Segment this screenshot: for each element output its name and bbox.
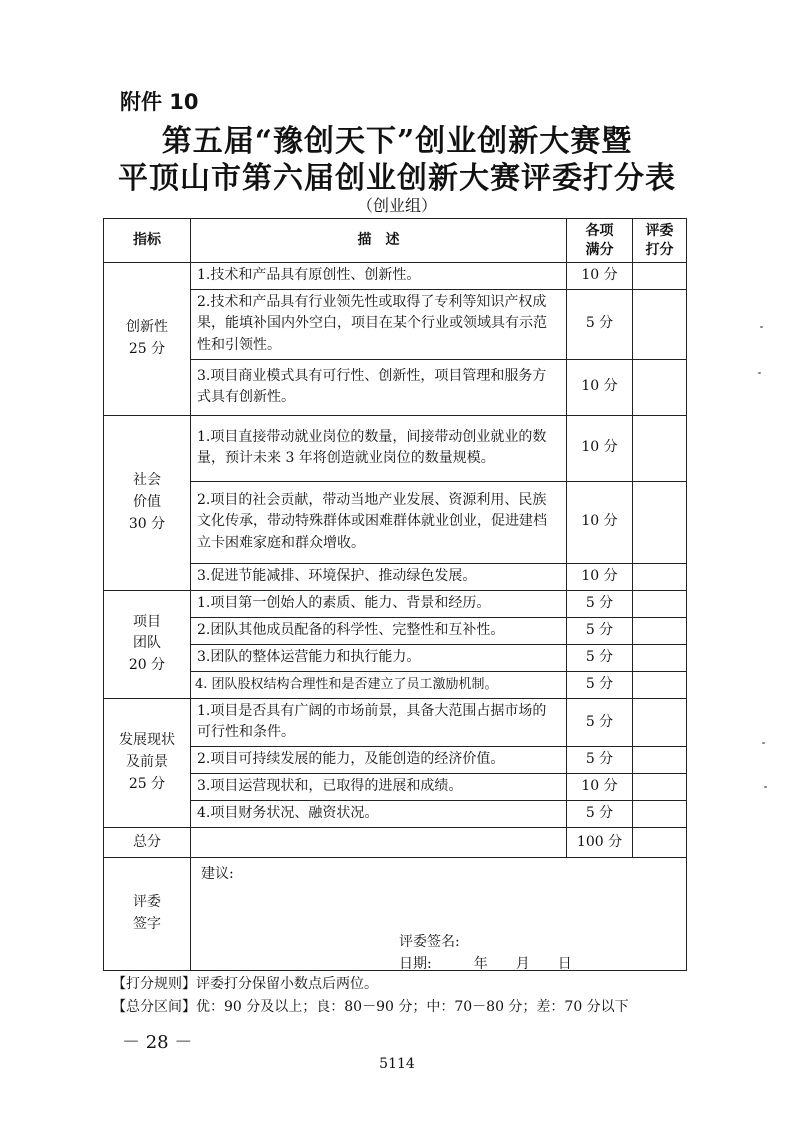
criterion-full-score: 5 分 <box>567 289 633 359</box>
title-line-1: 第五届“豫创天下”创业创新大赛暨 <box>161 124 633 159</box>
criterion-full-score: 5 分 <box>567 747 633 774</box>
header-description: 描 述 <box>191 219 567 263</box>
criterion-full-score: 10 分 <box>567 415 633 481</box>
header-judge-score: 评委 打分 <box>633 219 687 263</box>
criterion-full-score: 5 分 <box>567 617 633 644</box>
criterion-full-score: 5 分 <box>567 590 633 617</box>
criterion-text: 3.促进节能减排、环境保护、推动绿色发展。 <box>191 563 567 590</box>
header-indicator: 指标 <box>104 219 191 263</box>
scan-speck <box>762 742 765 744</box>
criterion-full-score: 10 分 <box>567 263 633 290</box>
table-row <box>104 698 687 746</box>
table-row <box>104 563 687 590</box>
criterion-text: 1.技术和产品具有原创性、创新性。 <box>191 263 567 290</box>
criterion-text: 4.项目财务状况、融资状况。 <box>191 801 567 828</box>
scan-speck <box>758 372 761 374</box>
suggestion-area[interactable] <box>191 858 687 971</box>
criterion-full-score: 10 分 <box>567 774 633 801</box>
header-full-score: 各项 满分 <box>567 219 633 263</box>
criterion-text: 4. 团队股权结构合理性和是否建立了员工激励机制。 <box>191 671 567 698</box>
judge-score-cell[interactable] <box>633 263 687 290</box>
table-row <box>104 644 687 671</box>
scan-speck <box>764 786 767 788</box>
judge-score-cell[interactable] <box>633 481 687 563</box>
table-row <box>104 263 687 290</box>
judge-score-cell[interactable] <box>633 590 687 617</box>
score-table <box>103 218 687 971</box>
date-label: 日期: 年 月 日 <box>399 956 572 973</box>
judge-score-cell[interactable] <box>633 671 687 698</box>
judge-score-cell[interactable] <box>633 415 687 481</box>
criterion-text: 2.项目的社会贡献，带动当地产业发展、资源利用、民族文化传承，带动特殊群体或困难群体就业创业，促进建档立卡困难家庭和群众增收。 <box>191 481 567 563</box>
table-row <box>104 617 687 644</box>
attachment-label: 附件 10 <box>120 90 199 114</box>
criterion-text: 1.项目是否具有广阔的市场前景，具备大范围占据市场的可行性和条件。 <box>191 698 567 746</box>
suggestion-label: 建议: <box>201 866 234 883</box>
judge-score-cell[interactable] <box>633 359 687 415</box>
criterion-full-score: 5 分 <box>567 671 633 698</box>
judge-row <box>104 858 687 971</box>
category-social-value: 社会 价值 30 分 <box>104 415 191 590</box>
scoring-rules: 【打分规则】评委打分保留小数点后两位。 <box>112 976 378 992</box>
criterion-text: 2.团队其他成员配备的科学性、完整性和互补性。 <box>191 617 567 644</box>
judge-score-cell[interactable] <box>633 644 687 671</box>
criterion-full-score: 10 分 <box>567 481 633 563</box>
criterion-full-score: 5 分 <box>567 644 633 671</box>
criterion-full-score: 5 分 <box>567 801 633 828</box>
score-ranges: 【总分区间】优：90 分及以上；良：80－90 分；中：70－80 分；差：70 分以下 <box>112 999 629 1015</box>
criterion-text: 3.团队的整体运营能力和执行能力。 <box>191 644 567 671</box>
table-row <box>104 774 687 801</box>
judge-signature-label: 评委签名: <box>399 934 460 951</box>
table-row <box>104 801 687 828</box>
table-row <box>104 359 687 415</box>
criterion-full-score: 10 分 <box>567 563 633 590</box>
judge-score-cell[interactable] <box>633 801 687 828</box>
criterion-full-score: 5 分 <box>567 698 633 746</box>
document-code: 5114 <box>379 1056 415 1072</box>
judge-score-cell[interactable] <box>633 617 687 644</box>
judge-sign-label: 评委 签字 <box>104 858 191 971</box>
criterion-full-score: 10 分 <box>567 359 633 415</box>
judge-score-cell[interactable] <box>633 563 687 590</box>
title-line-2: 平顶山市第六届创业创新大赛评委打分表 <box>118 161 676 196</box>
total-row <box>104 828 687 858</box>
criterion-text: 2.技术和产品具有行业领先性或取得了专利等知识产权成果，能填补国内外空白，项目在某个行业或领域具有示范性和引领性。 <box>191 289 567 359</box>
page-number: － 28 － <box>122 1032 193 1053</box>
criterion-text: 1.项目第一创始人的素质、能力、背景和经历。 <box>191 590 567 617</box>
table-row <box>104 289 687 359</box>
table-row <box>104 671 687 698</box>
subtitle: （创业组） <box>356 196 437 215</box>
table-row <box>104 747 687 774</box>
table-row <box>104 415 687 481</box>
criterion-text: 3.项目商业模式具有可行性、创新性，项目管理和服务方式具有创新性。 <box>191 359 567 415</box>
total-judge-score-cell[interactable] <box>633 828 687 858</box>
table-row <box>104 481 687 563</box>
criterion-text: 3.项目运营现状和，已取得的进展和成绩。 <box>191 774 567 801</box>
category-project-team: 项目 团队 20 分 <box>104 590 191 698</box>
judge-score-cell[interactable] <box>633 774 687 801</box>
judge-score-cell[interactable] <box>633 289 687 359</box>
table-row <box>104 590 687 617</box>
judge-score-cell[interactable] <box>633 747 687 774</box>
scan-speck <box>760 326 763 328</box>
criterion-text: 2.项目可持续发展的能力，及能创造的经济价值。 <box>191 747 567 774</box>
category-development: 发展现状 及前景 25 分 <box>104 698 191 827</box>
total-blank <box>191 828 567 858</box>
judge-score-cell[interactable] <box>633 698 687 746</box>
category-innovation: 创新性 25 分 <box>104 263 191 416</box>
header-row <box>104 219 687 263</box>
criterion-text: 1.项目直接带动就业岗位的数量，间接带动创业就业的数量，预计未来 3 年将创造就业岗位的数量规模。 <box>191 415 567 481</box>
total-full-score: 100 分 <box>567 828 633 858</box>
total-label: 总分 <box>104 828 191 858</box>
